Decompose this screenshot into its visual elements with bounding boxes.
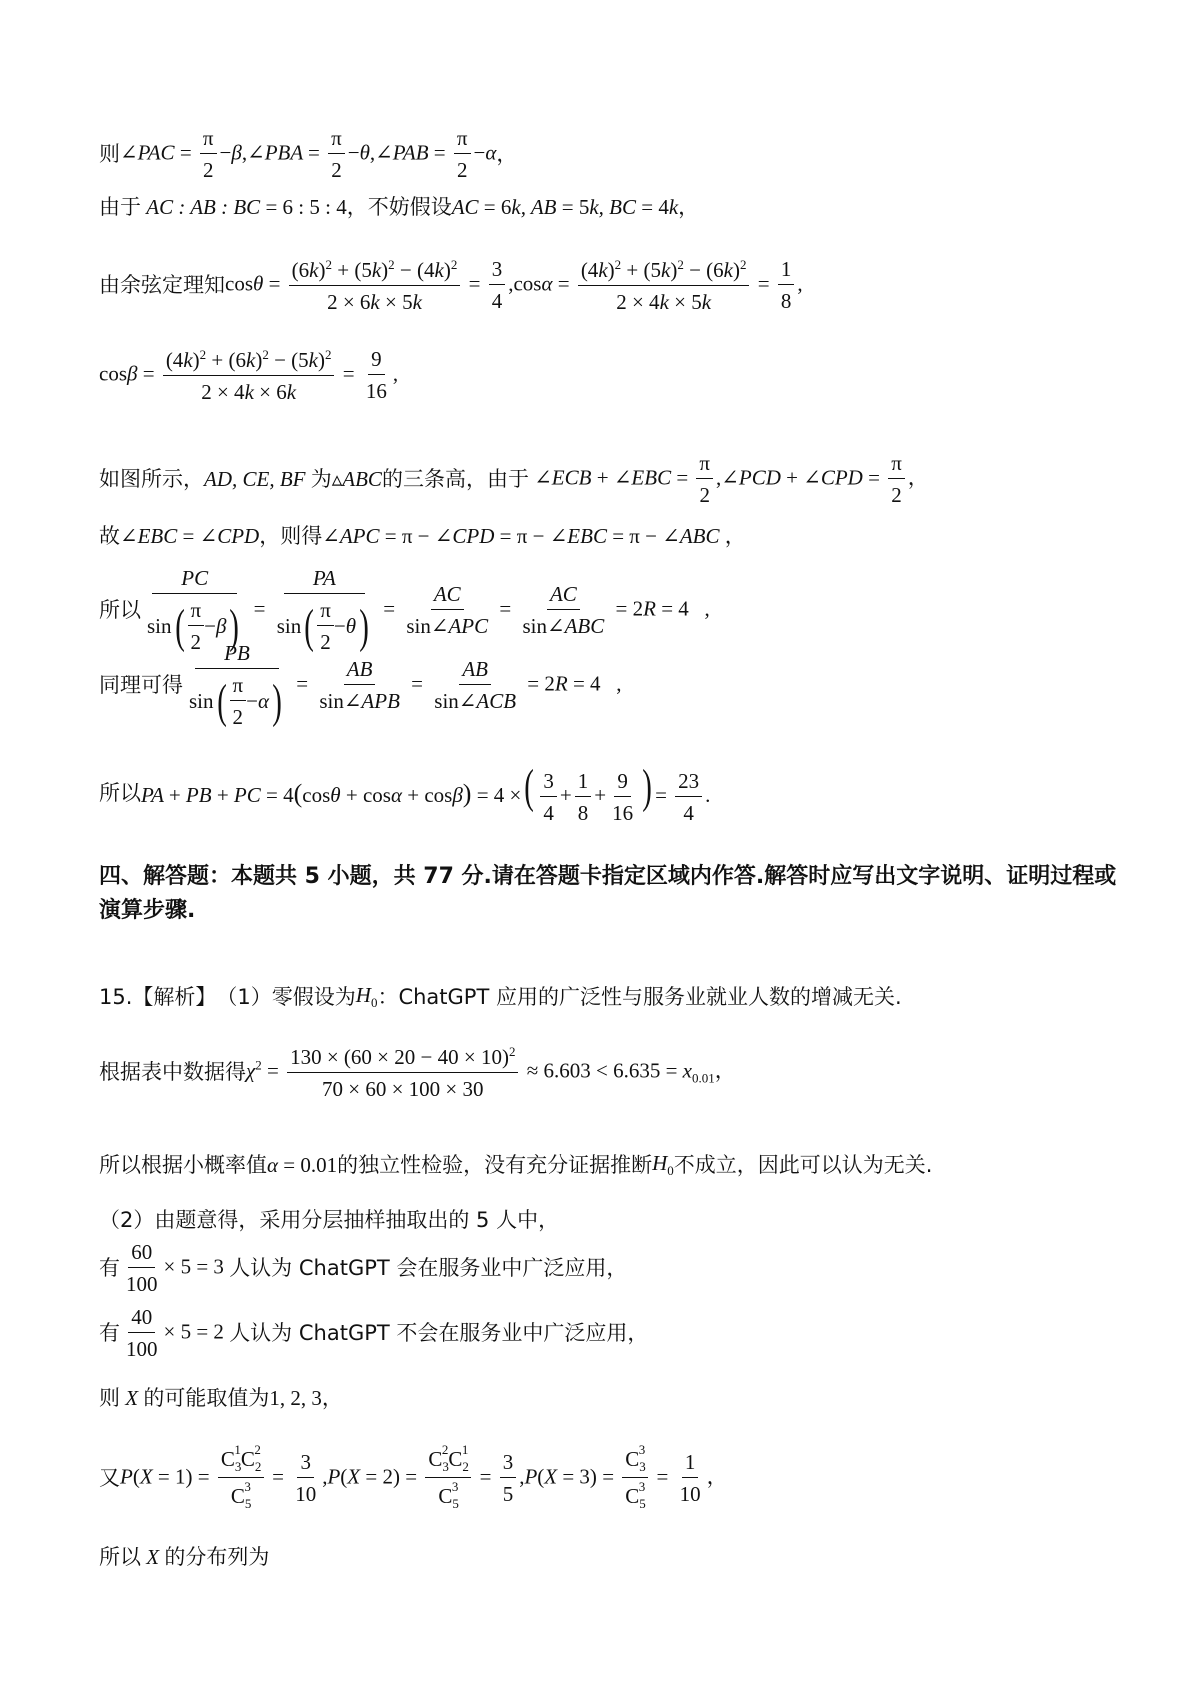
hypothesis-text: ：ChatGPT 应用的广泛性与服务业就业人数的增减无关. xyxy=(377,984,902,1009)
x-values-line: 则 X 的可能取值为 1, 2, 3 ， xyxy=(99,1386,343,1410)
q15-hypothesis-line xyxy=(99,985,902,1009)
text-prefix: 又 xyxy=(99,1466,120,1491)
chi-value: 6.603 xyxy=(543,1058,591,1083)
part1-label: （1）零假设为 xyxy=(216,984,356,1009)
sine-rule-pb-line xyxy=(99,643,622,728)
text-b: 的独立性检验，没有充分证据推断 xyxy=(337,1152,653,1177)
text-b: 的分布列为 xyxy=(164,1545,270,1569)
equation-probabilities: P(X = 1) = $\frac{C_3^1C_2^2}{C_5^3}$ = $\frac{3}{10}$ ,P(X = 2) = $\frac{C_3^2C_2^1}{C_5^3}$ = $\frac{3}{5}$ ,P(X = 3) = $\frac{C_3^3}{C_5^3}$ = $\frac{1}{10}$ ， xyxy=(120,1442,728,1512)
text-a: 所以根据小概率值 xyxy=(99,1152,267,1177)
h0-symbol: $H_0$ xyxy=(652,1151,674,1179)
text-prefix: 故 xyxy=(99,524,120,548)
triangle-abc: ▵ABC xyxy=(331,467,382,491)
equation-cos-beta: cosβ = $\frac{(4k)^2 + (6k)^2 - (5k)^2}{2 \times 4k \times 6k}$ = $\frac{9}{16}$ , xyxy=(99,347,399,404)
equation-sample-no: $\frac{40}{100}$ × 5 = 2 xyxy=(126,1305,230,1361)
sum-line xyxy=(99,760,711,825)
part2-line xyxy=(99,1210,559,1231)
equation-ratio: AC : AB : BC = 6 : 5 : 4 xyxy=(141,195,347,219)
equation-sine-rule-pb: PB sin ( $\frac{\pi}{2}$ − α ) = $\frac{AB}{\text{sin∠APB}}$ = $\frac{AB}{\text{sin∠ACB}}$ = 2R = 4 , xyxy=(189,641,622,729)
distribution-line xyxy=(99,1547,269,1568)
cosine-rule-line xyxy=(99,258,803,313)
equation-cos-theta-alpha: cosθ = $\frac{(6k)^2 + (5k)^2 - (4k)^2}{2 \times 6k \times 5k}$ = $\frac{3}{4}$ ,cosα = $\frac{(4k)^2 + (5k)^2 - (6k)^2}{2 \times 4k \times 5k}$ = $\frac{1}{8}$ , xyxy=(225,257,803,314)
text-prefix: 根据表中数据得 xyxy=(99,1060,246,1084)
text-mid1: 为 xyxy=(310,467,332,491)
equation-ebc-cpd: ∠EBC = ∠CPD xyxy=(120,524,260,548)
equation-apc: ∠APC = π − ∠CPD = π − ∠EBC = π − ∠ABC ， xyxy=(322,524,746,548)
probabilities-line xyxy=(99,1442,728,1512)
text-prefix: 则 xyxy=(99,142,120,166)
equation-sine-rule-pc-pa: PC sin ( $\frac{\pi}{2}$ − β ) = PA sin ( $\frac{\pi}{2}$ − θ ) = $\frac{AC}{\text{sin∠APC}}$ = $\frac{AC}{\text{sin∠ABC}}$ = 2R = 4 , xyxy=(147,566,710,654)
text-end: ， xyxy=(678,195,700,219)
x-values: 1, 2, 3 xyxy=(269,1386,322,1410)
text-prefix: 所以 xyxy=(99,598,141,622)
text-prefix: 由余弦定理知 xyxy=(99,273,225,297)
conclusion-line xyxy=(99,1153,932,1177)
text-have: 有 xyxy=(99,1256,120,1280)
text-c: 不成立，因此可以认为无关. xyxy=(673,1152,933,1177)
equation-sum: PA + PB + PC = 4(cosθ + cosα + cosβ) = 4 ×( $\frac{3}{4}$ + $\frac{1}{8}$ + $\frac{9}{16}$ ) = $\frac{23}{4}$ . xyxy=(141,760,711,825)
alpha-value: α = 0.01 xyxy=(267,1152,338,1177)
text-people-yes: 人认为 ChatGPT 会在服务业中广泛应用， xyxy=(229,1256,628,1280)
sample-yes-line xyxy=(99,1242,627,1295)
text-comma: ， xyxy=(496,142,518,166)
text-mid: ，不妨假设 xyxy=(346,195,452,219)
x-symbol: X xyxy=(120,1386,144,1410)
angle-relations-line xyxy=(99,128,517,181)
part2-text: （2）由题意得，采用分层抽样抽取出的 5 人中， xyxy=(99,1208,560,1232)
sample-no-line xyxy=(99,1307,648,1360)
text-prefix: 由于 xyxy=(99,195,141,219)
text-prefix: 同理可得 xyxy=(99,673,183,697)
text-have: 有 xyxy=(99,1321,120,1345)
equation-complementary: ∠ECB + ∠EBC = $\frac{\pi}{2}$ ,∠PCD + ∠CPD = $\frac{\pi}{2}$ ， xyxy=(528,451,929,507)
equation-sample-yes: $\frac{60}{100}$ × 5 = 3 xyxy=(126,1240,230,1296)
cos-beta-line xyxy=(99,348,398,403)
question-label: 15.【解析】 xyxy=(99,984,217,1009)
x-symbol: X xyxy=(141,1545,165,1569)
equation-chi-square: $\chi^2$ = $\frac{130 \times (60 \times 20 - 40 \times 10)^2}{70 \times 60 \times 100 \times 30}$ ≈ $6.603 < 6.635 = x_{0.01}$， xyxy=(246,1044,736,1101)
text-mid2: 的三条高，由于 xyxy=(381,467,529,491)
altitudes: AD, CE, BF xyxy=(204,467,311,491)
ratio-line xyxy=(99,197,699,218)
text-prefix: 如图所示， xyxy=(99,467,204,491)
section-heading: 四、解答题：本题共 5 小题，共 77 分.请在答题卡指定区域内作答.解答时应写出文字说明、证明过程或演算步骤. xyxy=(99,864,1117,923)
sine-rule-line xyxy=(99,568,710,653)
chi-square-line xyxy=(99,1045,736,1100)
critical-value: 6.635 xyxy=(613,1058,661,1083)
text-a: 所以 xyxy=(99,1545,141,1569)
text-a: 则 xyxy=(99,1386,120,1410)
text-b: 的可能取值为 xyxy=(143,1386,270,1410)
text-prefix: 所以 xyxy=(99,780,141,805)
text-mid: ，则得 xyxy=(259,524,323,548)
h0-symbol: $H_0$ xyxy=(355,983,378,1011)
equation-sides: AC = 6k, AB = 5k, BC = 4k xyxy=(451,195,679,219)
equation-angles: ∠PAC = $\frac{\pi}{2}$ −β,∠PBA = $\frac{\pi}{2}$ −θ,∠PAB = $\frac{\pi}{2}$ −α xyxy=(120,126,497,182)
text-people-no: 人认为 ChatGPT 不会在服务业中广泛应用， xyxy=(229,1321,649,1345)
altitudes-line xyxy=(99,453,929,506)
equal-angles-line xyxy=(99,526,746,547)
